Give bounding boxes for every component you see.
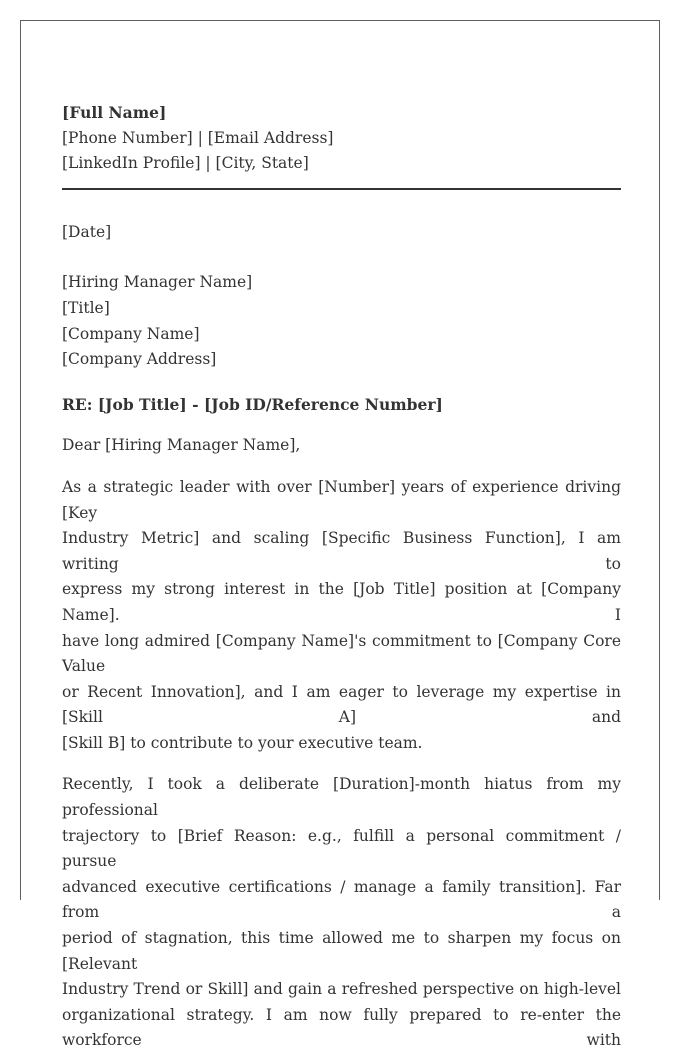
- re-line: RE: [Job Title] - [Job ID/Reference Number]: [62, 394, 443, 414]
- contact-line-linkedin-location: [LinkedIn Profile] | [City, State]: [62, 154, 309, 173]
- document-page: [20, 20, 660, 1050]
- recipient-name: [Hiring Manager Name]: [62, 273, 253, 292]
- letter-date: [Date]: [62, 222, 112, 241]
- contact-line-phone-email: [Phone Number] | [Email Address]: [62, 128, 334, 147]
- paragraph-line: period of stagnation, this time allowed me to sharpen my focus on [Relevant: [62, 929, 621, 973]
- header-divider: [62, 188, 621, 190]
- paragraph-line: organizational strategy. I am now fully prepared to re-enter the workforce with: [62, 1005, 621, 1050]
- paragraph-line: Industry Trend or Skill] and gain a refreshed perspective on high-level: [62, 980, 621, 999]
- paragraph-intro: [62, 475, 621, 757]
- paragraph-line: express my strong interest in the [Job Title] position at [Company Name]. I: [62, 580, 621, 624]
- paragraph-line: [Skill B] to contribute to your executive team.: [62, 733, 423, 752]
- paragraph-career-gap: [62, 772, 621, 1054]
- recipient-address: [Company Address]: [62, 350, 217, 369]
- recipient-block: [62, 270, 621, 372]
- salutation: Dear [Hiring Manager Name],: [62, 436, 301, 455]
- full-name: [Full Name]: [62, 103, 167, 122]
- paragraph-line: Recently, I took a deliberate [Duration]-month hiatus from my professional: [62, 775, 621, 820]
- paragraph-line: or Recent Innovation], and I am eager to leverage my expertise in [Skill A] and: [62, 682, 621, 727]
- paragraph-line: have long admired [Company Name]'s commitment to [Company Core Value: [62, 631, 621, 676]
- recipient-company: [Company Name]: [62, 324, 200, 343]
- paragraph-line: Industry Metric] and scaling [Specific Business Function], I am writing to: [62, 529, 621, 573]
- paragraph-line: trajectory to [Brief Reason: e.g., fulfill a personal commitment / pursue: [62, 826, 621, 871]
- paragraph-line: advanced executive certifications / manage a family transition]. Far from a: [62, 877, 621, 922]
- recipient-title: [Title]: [62, 298, 110, 317]
- cover-letter-body: [62, 100, 621, 1054]
- letter-header: [62, 100, 621, 177]
- paragraph-line: As a strategic leader with over [Number] years of experience driving [Key: [62, 477, 621, 522]
